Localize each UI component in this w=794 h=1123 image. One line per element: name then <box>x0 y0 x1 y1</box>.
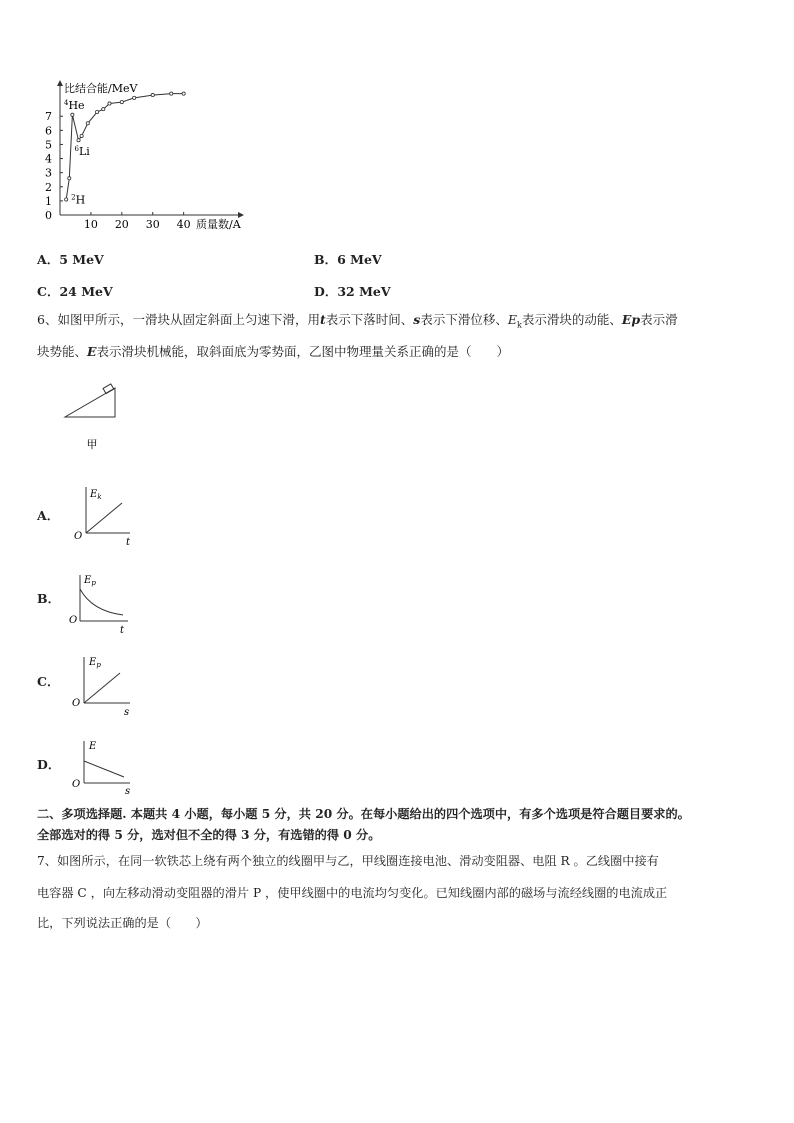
data-point <box>68 177 71 180</box>
q5-option-b[interactable]: B．6 MeV <box>314 252 382 267</box>
data-point <box>65 198 68 201</box>
y-tick-label: 0 <box>45 209 52 222</box>
svg-text:O: O <box>74 531 83 542</box>
data-point <box>108 102 111 105</box>
svg-text:s: s <box>125 786 131 797</box>
y-tick-label: 1 <box>45 194 52 208</box>
binding-energy-chart <box>30 78 260 238</box>
he-4-label: $^4$He <box>64 98 85 112</box>
data-point <box>71 113 74 116</box>
y-tick-label: 6 <box>45 124 52 138</box>
svg-text:Ep: $E_p$ <box>89 657 101 669</box>
q6-line-1: 6、如图甲所示，一滑块从固定斜面上匀速下滑，用t表示下落时间、s表示下滑位移、$E_k$表示滑块的动能、Ep表示滑 <box>37 312 678 330</box>
q5-option-a[interactable]: A．5 MeV <box>37 252 104 267</box>
svg-text:t: t <box>126 537 131 548</box>
q6-option-d-label[interactable]: D． <box>37 757 61 772</box>
svg-text:O: O <box>72 779 81 790</box>
data-point <box>77 139 80 142</box>
q6-option-c-graph[interactable] <box>70 653 140 718</box>
q7-line-3: 比，下列说法正确的是（ ） <box>37 916 208 930</box>
incline-figure <box>60 380 130 460</box>
y-tick-label: 7 <box>45 110 52 124</box>
y-axis-arrow <box>57 80 63 86</box>
q6-option-a-graph[interactable] <box>70 483 140 548</box>
x-tick-label: 20 <box>114 218 129 231</box>
li-6-label: $^6$Li <box>74 145 90 159</box>
x-axis-label: 质量数/A <box>196 218 241 231</box>
q6-option-a-label[interactable]: A． <box>37 508 60 523</box>
q6-option-c-label[interactable]: C． <box>37 674 60 689</box>
data-point <box>133 96 136 99</box>
data-point <box>95 110 98 113</box>
x-tick-label: 40 <box>176 218 191 231</box>
data-point <box>151 93 154 96</box>
y-axis-label: 比结合能/MeV <box>64 82 138 95</box>
svg-text:s: s <box>124 707 130 718</box>
section2-line-2: 全部选对的得 5 分，选对但不全的得 3 分，有选错的得 0 分。 <box>37 828 381 842</box>
x-tick-label: 10 <box>83 218 98 231</box>
y-tick-label: 3 <box>45 166 52 180</box>
q6-option-b-label[interactable]: B． <box>37 591 61 606</box>
x-tick-label: 30 <box>145 218 160 231</box>
svg-text:Ep: $E_p$ <box>84 575 96 587</box>
svg-text:O: O <box>72 698 81 709</box>
q7-line-1: 7、如图所示，在同一软铁芯上绕有两个独立的线圈甲与乙，甲线圈连接电池、滑动变阻器、电阻 R 。乙线圈中接有 <box>37 854 659 868</box>
q6-option-d-graph[interactable] <box>70 737 140 797</box>
q5-option-d[interactable]: D．32 MeV <box>314 284 391 299</box>
y-tick-label: 4 <box>45 152 52 166</box>
y-tick-label: 2 <box>45 180 52 194</box>
svg-text:E: E <box>89 741 97 752</box>
data-point <box>86 122 89 125</box>
svg-text:Ek: $E_k$ <box>90 489 102 501</box>
section2-line-1: 二、多项选择题. 本题共 4 小题，每小题 5 分，共 20 分。在每小题给出的四个选项中，有多个选项是符合题目要求的。 <box>37 807 690 821</box>
h-2-label: $^2$H <box>71 193 86 207</box>
svg-text:t: t <box>120 625 125 636</box>
q5-option-c[interactable]: C．24 MeV <box>37 284 113 299</box>
q6-line-2: 块势能、E表示滑块机械能，取斜面底为零势面，乙图中物理量关系正确的是（ ） <box>37 344 510 359</box>
fig-caption: 甲 <box>86 438 98 451</box>
y-tick-label: 5 <box>45 138 52 152</box>
data-point <box>182 92 185 95</box>
q6-option-b-graph[interactable] <box>68 571 138 636</box>
svg-text:O: O <box>69 615 78 626</box>
data-point <box>120 101 123 104</box>
data-point <box>170 92 173 95</box>
data-point <box>102 108 105 111</box>
data-point <box>80 134 83 137</box>
q7-line-2: 电容器 C ，向左移动滑动变阻器的滑片 P ，使甲线圈中的电流均匀变化。已知线圈内部的磁场与流经线圈的电流成正 <box>37 886 668 900</box>
